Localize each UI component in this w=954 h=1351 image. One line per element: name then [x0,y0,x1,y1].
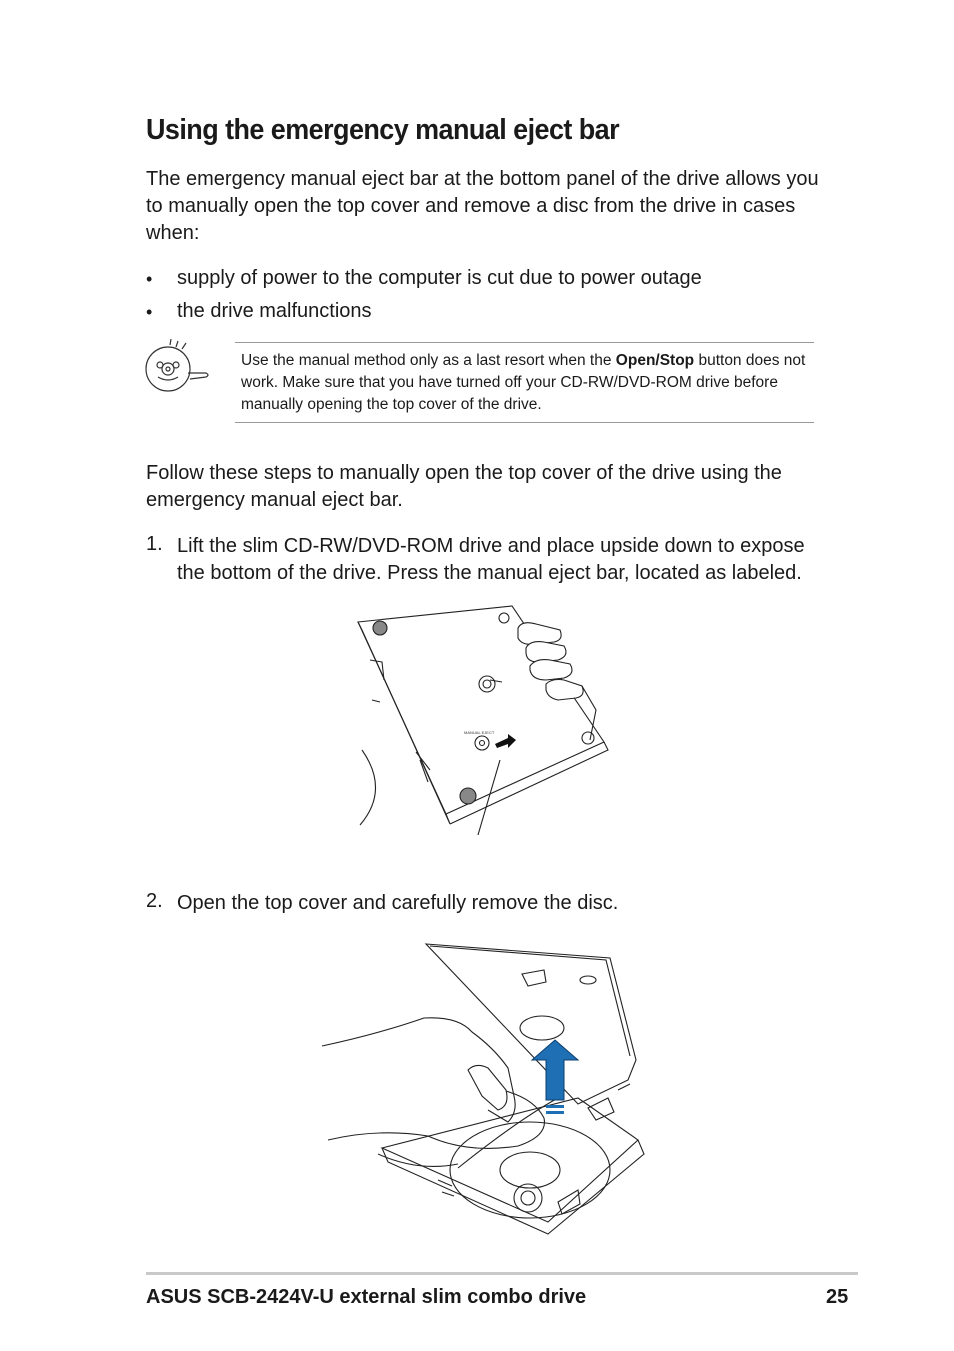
footer-title: ASUS SCB-2424V-U external slim combo drive [146,1286,587,1308]
intro-paragraph: The emergency manual eject bar at the bottom panel of the drive allows you to manually open the top cover and remove a disc from the drive in cases when: [146,168,819,244]
page-number: 25 [826,1286,849,1308]
follow-paragraph: Follow these steps to manually open the top cover of the drive using the emergency manual eject bar. [146,462,782,511]
note-top-rule [235,342,814,343]
step-number: 2. [146,890,163,912]
note-bold-term: Open/Stop [615,352,695,369]
bullet-marker: • [146,302,153,322]
note-text [241,350,811,416]
bullet-item: the drive malfunctions [177,300,372,322]
disc-mascot-icon [140,337,220,397]
bullet-item: supply of power to the computer is cut due to power outage [177,267,702,289]
bullet-marker: • [146,269,153,289]
drive-bottom-illustration [350,600,620,840]
note-bottom-rule [235,422,814,423]
note-text-before: Use the manual method only as a last resort when the [241,352,616,369]
page-heading: Using the emergency manual eject bar [146,114,620,146]
step-text: Lift the slim CD-RW/DVD-ROM drive and place upside down to expose the bottom of the drive. Press the manual eject bar, located as labeled. [177,535,805,584]
drive-open-illustration [318,940,648,1240]
step-text: Open the top cover and carefully remove the disc. [177,892,619,914]
manual-eject-label: MANUAL EJECT [464,730,495,735]
note-text-after: button does not work. Make sure that you have turned off your CD-RW/DVD-ROM drive before manually opening the top cover of the drive. [241,352,806,413]
footer-rule [146,1272,858,1275]
step-number: 1. [146,533,163,555]
